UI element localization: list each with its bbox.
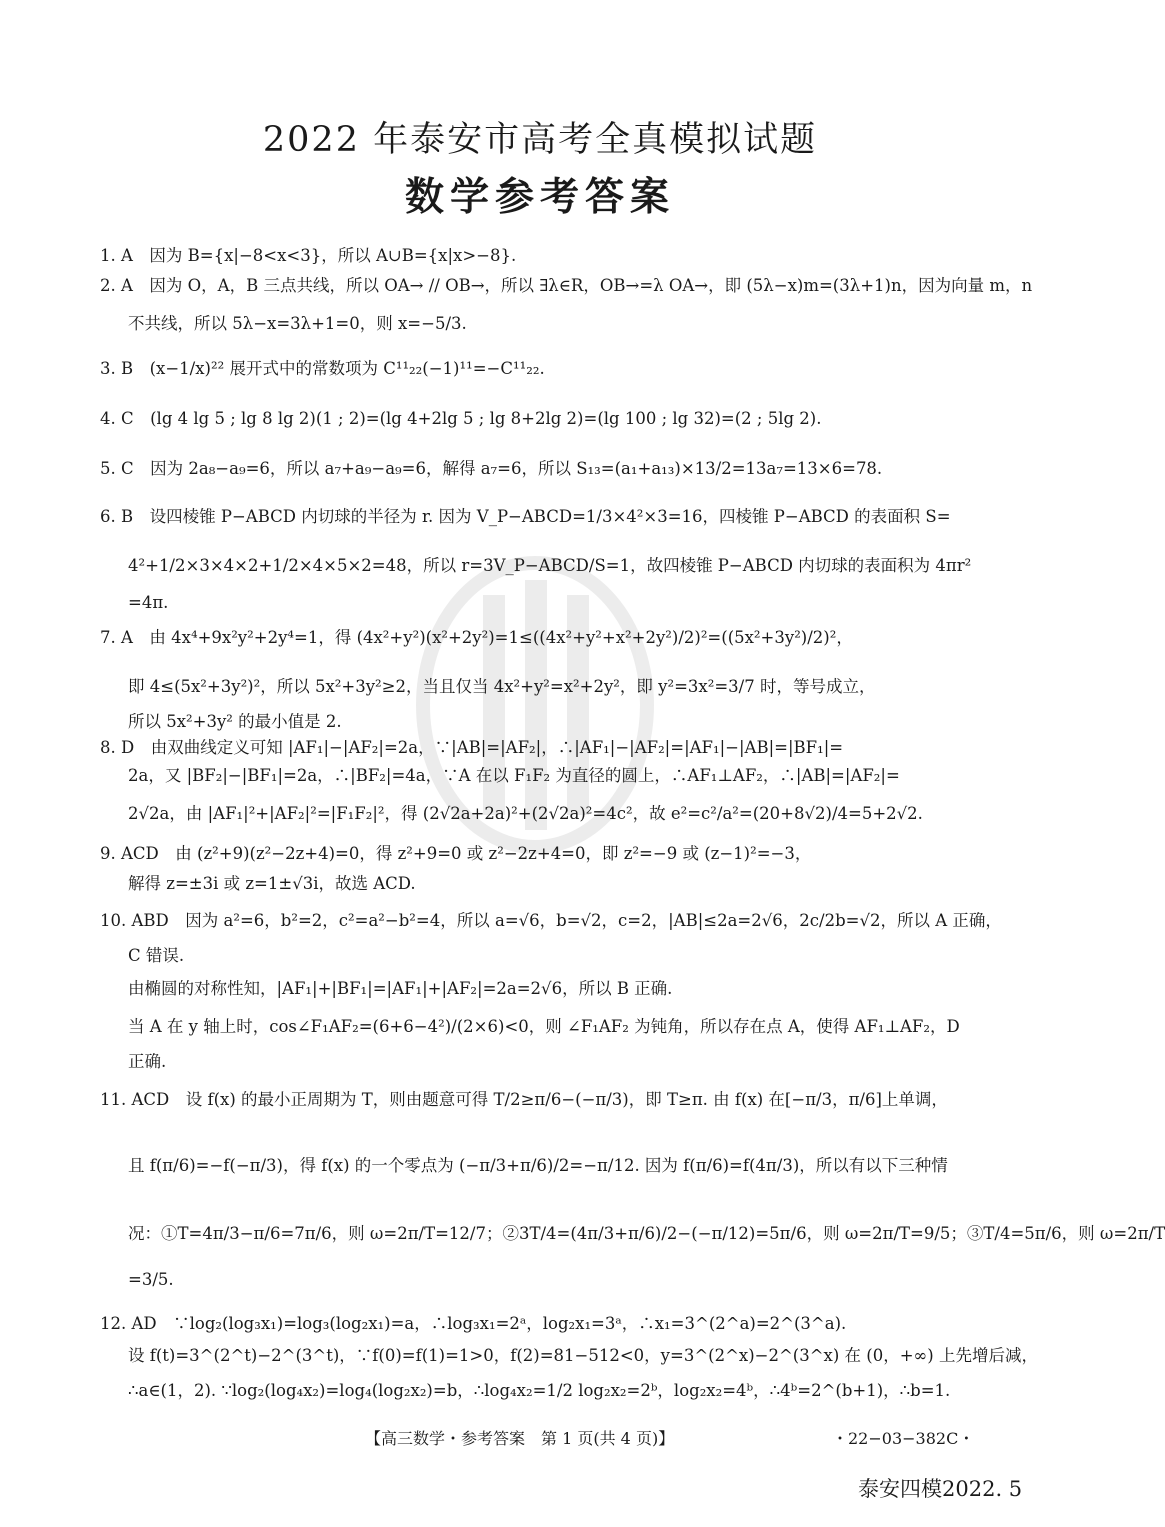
page-footer-label: 【高三数学・参考答案 第 1 页(共 4 页)】 [365,1429,675,1448]
answer-line-q12-cont1: 设 f(t)=3^(2^t)−2^(3^t)，∵f(0)=f(1)=1>0，f(2)=81−512<0，y=3^(2^x)−2^(3^x) 在 (0，+∞) 上先增后减， [128,1346,1038,1365]
answer-line-q9: 9. ACD 由 (z²+9)(z²−2z+4)=0，得 z²+9=0 或 z²−2z+4=0，即 z²=−9 或 (z−1)²=−3， [100,844,812,863]
answer-key-title: 数学参考答案 [404,174,675,220]
answer-line-q11-cont1: 且 f(π/6)=−f(−π/3)，得 f(x) 的一个零点为 (−π/3+π/6)/2=−π/12. 因为 f(π/6)=f(4π/3)，所以有以下三种情 [128,1156,948,1175]
answer-line-q8: 8. D 由双曲线定义可知 |AF₁|−|AF₂|=2a，∵|AB|=|AF₂|，∴|AF₁|−|AF₂|=|AF₁|−|AB|=|BF₁|= [100,738,844,757]
answer-line-q5: 5. C 因为 2a₈−a₉=6，所以 a₇+a₉−a₉=6，解得 a₇=6，所以 S₁₃=(a₁+a₁₃)×13/2=13a₇=13×6=78. [100,459,883,478]
answer-line-q2-cont: 不共线，所以 5λ−x=3λ+1=0，则 x=−5/3. [128,314,467,333]
exam-title: 2022 年泰安市高考全真模拟试题 [262,120,818,160]
answer-line-q10: 10. ABD 因为 a²=6，b²=2，c²=a²−b²=4，所以 a=√6，b=√2，c=2，|AB|≤2a=2√6，2c/2b=√2，所以 A 正确， [100,911,1002,930]
answer-line-q10-cont2: 由椭圆的对称性知，|AF₁|+|BF₁|=|AF₁|+|AF₂|=2a=2√6，所以 B 正确. [128,979,673,998]
answer-line-q6-cont2: =4π. [128,593,169,612]
answer-line-q12-cont2: ∴a∈(1，2). ∵log₂(log₄x₂)=log₄(log₂x₂)=b，∴log₄x₂=1/2 log₂x₂=2ᵇ，log₂x₂=4ᵇ，∴4ᵇ=2^(b+1)，∴b=1. [128,1381,951,1400]
answer-line-q7-cont1: 即 4≤(5x²+3y²)²，所以 5x²+3y²≥2，当且仅当 4x²+y²=x²+2y²，即 y²=3x²=3/7 时，等号成立， [128,677,876,696]
answer-line-q4: 4. C (lg 4 lg 5 ; lg 8 lg 2)(1 ; 2)=(lg 4+2lg 5 ; lg 8+2lg 2)=(lg 100 ; lg 32)=(2 ; 5lg 2). [100,409,822,428]
answer-line-q11-cont3: =3/5. [128,1270,174,1289]
answer-line-q11-cont2: 况：①T=4π/3−π/6=7π/6，则 ω=2π/T=12/7；②3T/4=(4π/3+π/6)/2−(−π/12)=5π/6，则 ω=2π/T=9/5；③T/4=5π/6，则 ω=2π/T [128,1224,1165,1243]
answer-line-q12: 12. AD ∵log₂(log₃x₁)=log₃(log₂x₁)=a，∴log₃x₁=2ᵃ，log₂x₁=3ᵃ，∴x₁=3^(2^a)=2^(3^a). [100,1314,847,1333]
answer-line-q2: 2. A 因为 O，A，B 三点共线，所以 OA→ // OB→，所以 ∃λ∈R，OB→=λ OA→，即 (5λ−x)m=(3λ+1)n，因为向量 m，n [100,276,1033,295]
answer-line-q8-cont1: 2a，又 |BF₂|−|BF₁|=2a，∴|BF₂|=4a，∵A 在以 F₁F₂ 为直径的圆上，∴AF₁⊥AF₂，∴|AB|=|AF₂|= [128,766,900,785]
answer-line-q7-cont2: 所以 5x²+3y² 的最小值是 2. [128,712,342,731]
answer-line-q8-cont2: 2√2a，由 |AF₁|²+|AF₂|²=|F₁F₂|²，得 (2√2a+2a)²+(2√2a)²=4c²，故 e²=c²/a²=(20+8√2)/4=5+2√2. [128,804,923,823]
answer-line-q9-cont: 解得 z=±3i 或 z=1±√3i，故选 ACD. [128,874,416,893]
answer-line-q10-cont1: C 错误. [128,946,185,965]
answer-line-q10-cont3: 当 A 在 y 轴上时，cos∠F₁AF₂=(6+6−4²)/(2×6)<0，则 ∠F₁AF₂ 为钝角，所以存在点 A，使得 AF₁⊥AF₂，D [128,1017,960,1036]
answer-line-q3: 3. B (x−1/x)²² 展开式中的常数项为 C¹¹₂₂(−1)¹¹=−C¹¹₂₂. [100,359,545,378]
corner-stamp-text: 泰安四模2022. 5 [858,1477,1023,1501]
answer-line-q7: 7. A 由 4x⁴+9x²y²+2y⁴=1，得 (4x²+y²)(x²+2y²)=1≤((4x²+y²+x²+2y²)/2)²=((5x²+3y²)/2)²， [100,628,853,647]
document-code: ・22−03−382C・ [832,1429,975,1448]
answer-line-q11: 11. ACD 设 f(x) 的最小正周期为 T，则由题意可得 T/2≥π/6−(−π/3)，即 T≥π. 由 f(x) 在[−π/3，π/6]上单调， [100,1090,948,1109]
answer-line-q1: 1. A 因为 B={x|−8<x<3}，所以 A∪B={x|x>−8}. [100,246,517,265]
answer-line-q6-cont1: 4²+1/2×3×4×2+1/2×4×5×2=48，所以 r=3V_P−ABCD/S=1，故四棱锥 P−ABCD 内切球的表面积为 4πr² [128,556,972,575]
answer-line-q6: 6. B 设四棱锥 P−ABCD 内切球的半径为 r. 因为 V_P−ABCD=1/3×4²×3=16，四棱锥 P−ABCD 的表面积 S= [100,507,951,526]
answer-line-q10-cont4: 正确. [128,1052,167,1071]
